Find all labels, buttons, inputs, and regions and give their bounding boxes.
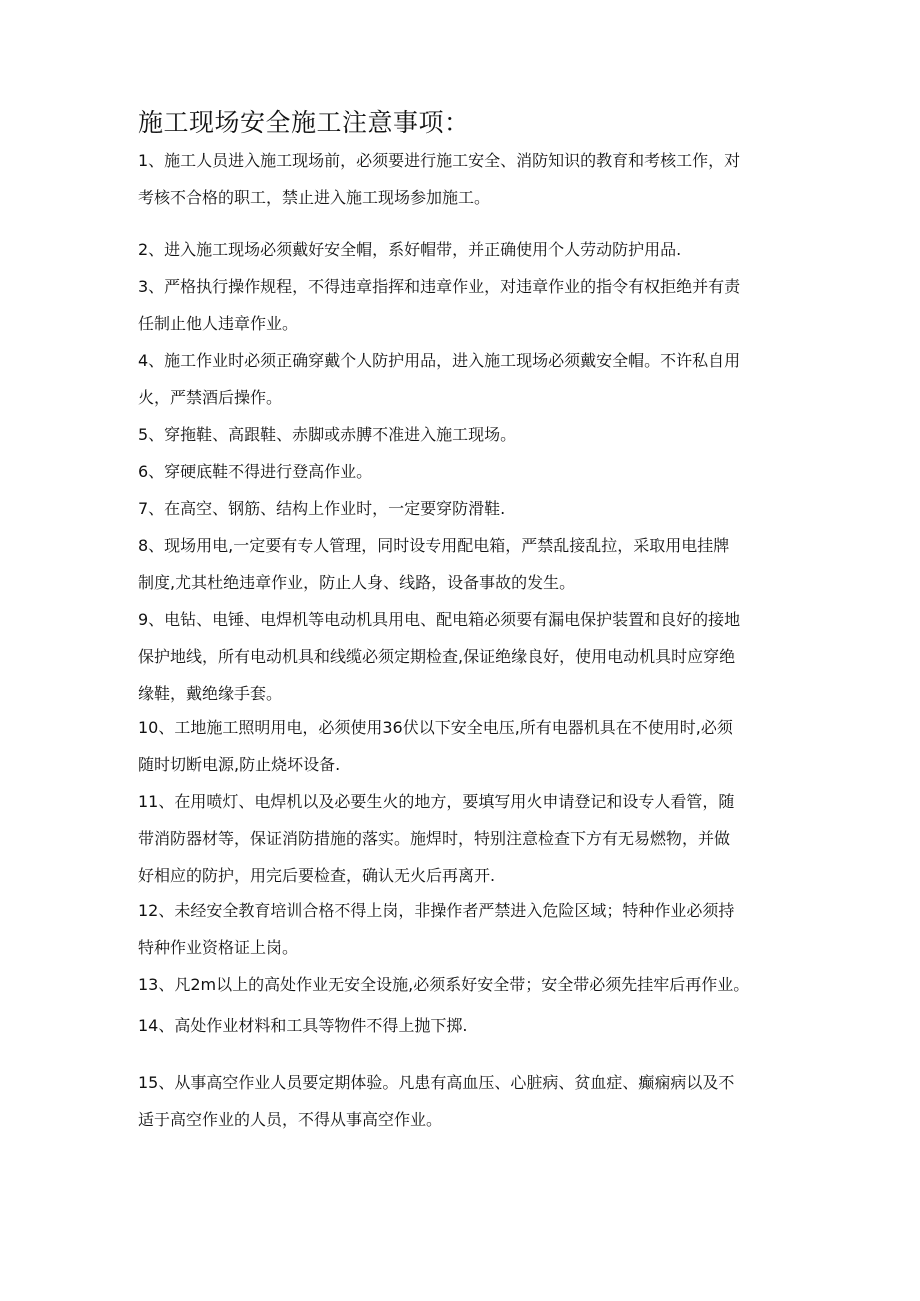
item-line: 12、未经安全教育培训合格不得上岗，非操作者严禁进入危险区域；特种作业必须持: [138, 901, 735, 920]
item-line: 缘鞋，戴绝缘手套。: [138, 684, 283, 703]
list-item: [138, 709, 788, 783]
item-line: 2、进入施工现场必须戴好安全帽，系好帽带，并正确使用个人劳动防护用品.: [138, 240, 682, 259]
item-line: 3、严格执行操作规程，不得违章指挥和违章作业，对违章作业的指令有权拒绝并有责: [138, 277, 741, 296]
list-item: [138, 966, 788, 1003]
list-item: [138, 601, 788, 712]
item-line: 任制止他人违章作业。: [138, 314, 299, 333]
item-line: 保护地线，所有电动机具和线缆必须定期检查,保证绝缘良好，使用电动机具时应穿绝: [138, 647, 736, 666]
item-line: 带消防器材等，保证消防措施的落实。施焊时，特别注意检查下方有无易燃物，并做: [138, 829, 731, 848]
item-line: 6、穿硬底鞋不得进行登高作业。: [138, 462, 373, 481]
list-item: [138, 268, 788, 342]
item-line: 15、从事高空作业人员要定期体验。凡患有高血压、心脏病、贫血症、癫痫病以及不: [138, 1073, 735, 1092]
item-line: 14、高处作业材料和工具等物件不得上抛下掷.: [138, 1016, 468, 1035]
list-item: [138, 342, 788, 416]
item-line: 1、施工人员进入施工现场前，必须要进行施工安全、消防知识的教育和考核工作，对: [138, 151, 741, 170]
list-item: [138, 142, 788, 216]
item-line: 特种作业资格证上岗。: [138, 938, 299, 957]
item-line: 9、电钻、电锤、电焊机等电动机具用电、配电箱必须要有漏电保护装置和良好的接地: [138, 610, 741, 629]
list-item: [138, 416, 788, 453]
item-line: 13、凡2m以上的高处作业无安全设施,必须系好安全带；安全带必须先挂牢后再作业。: [138, 975, 750, 994]
list-item: [138, 453, 788, 490]
list-item: [138, 490, 788, 527]
item-line: 7、在高空、钢筋、结构上作业时，一定要穿防滑鞋.: [138, 499, 506, 518]
item-line: 制度,尤其杜绝违章作业，防止人身、线路，设备事故的发生。: [138, 573, 576, 592]
page-title: 施工现场安全施工注意事项：: [138, 108, 470, 137]
list-item: [138, 1007, 788, 1044]
item-line: 好相应的防护，用完后要检查，确认无火后再离开.: [138, 866, 496, 885]
item-line: 适于高空作业的人员，不得从事高空作业。: [138, 1110, 443, 1129]
list-item: [138, 527, 788, 601]
list-item: [138, 1064, 788, 1138]
list-item: [138, 783, 788, 894]
item-line: 4、施工作业时必须正确穿戴个人防护用品，进入施工现场必须戴安全帽。不许私自用: [138, 351, 741, 370]
item-line: 10、工地施工照明用电，必须使用36伏以下安全电压,所有电器机具在不使用时,必须: [138, 718, 733, 737]
list-item: [138, 231, 788, 268]
item-line: 随时切断电源,防止烧坏设备.: [138, 755, 341, 774]
item-line: 5、穿拖鞋、高跟鞋、赤脚或赤膊不准进入施工现场。: [138, 425, 517, 444]
list-item: [138, 892, 788, 966]
item-line: 11、在用喷灯、电焊机以及必要生火的地方，要填写用火申请登记和设专人看管，随: [138, 792, 735, 811]
item-line: 8、现场用电,一定要有专人管理，同时设专用配电箱，严禁乱接乱拉，采取用电挂牌: [138, 536, 730, 555]
item-line: 火，严禁酒后操作。: [138, 388, 283, 407]
item-line: 考核不合格的职工，禁止进入施工现场参加施工。: [138, 188, 491, 207]
